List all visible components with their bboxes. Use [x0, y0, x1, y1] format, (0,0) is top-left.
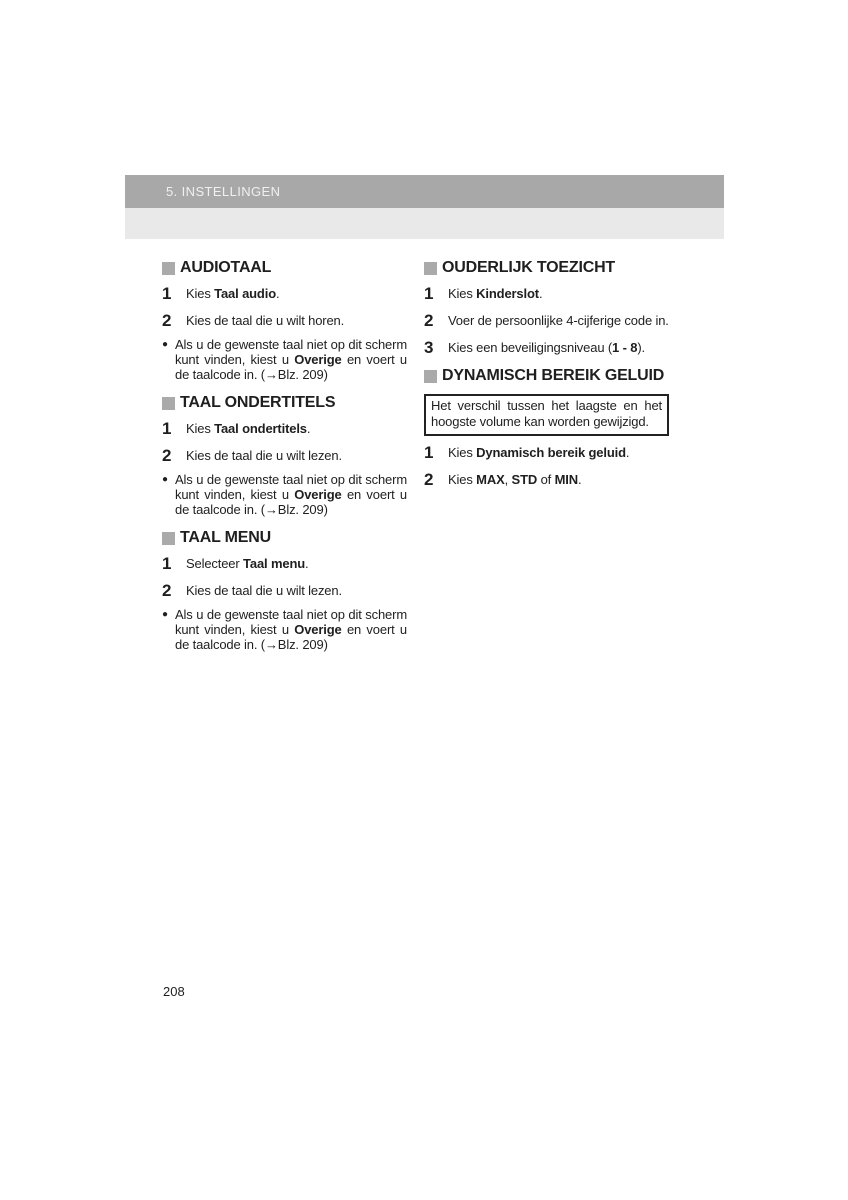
step-item: [424, 313, 669, 329]
text-segment: .: [625, 445, 630, 460]
section-title: [162, 259, 407, 277]
emphasis-text: Overige: [294, 622, 342, 637]
chapter-header-bar: [125, 175, 724, 208]
emphasis-text: Taal menu: [243, 556, 306, 571]
text-segment: Voer de persoonlijke 4-cijferige code in.: [448, 313, 669, 328]
step-number: 3: [424, 338, 434, 357]
note-item: [162, 607, 407, 652]
callout-box: [424, 394, 669, 436]
text-segment: Selecteer: [186, 556, 244, 571]
emphasis-text: MIN: [554, 472, 578, 487]
step-item: [424, 340, 669, 356]
note-text: [175, 472, 407, 517]
column-left: [162, 259, 407, 664]
section-marker-icon: [162, 262, 175, 275]
text-segment: Als u de gewenste taal niet op dit scherm kunt vinden, kiest u: [175, 472, 407, 502]
step-number: 2: [162, 311, 172, 330]
text-segment: Het verschil tussen het laagste en het hoogste volume kan worden gewijzigd.: [431, 398, 662, 429]
step-text: [448, 340, 669, 356]
bullet-icon: ●: [162, 339, 169, 350]
text-segment: Als u de gewenste taal niet op dit scherm kunt vinden, kiest u: [175, 337, 407, 367]
text-segment: .: [275, 286, 280, 301]
step-text: [186, 421, 407, 437]
page-content: [162, 259, 669, 664]
step-text: [448, 286, 669, 302]
note-text: [175, 607, 407, 652]
section-marker-icon: [424, 370, 437, 383]
text-segment: .: [538, 286, 543, 301]
note-item: [162, 472, 407, 517]
step-text: [186, 313, 407, 329]
section-title: [424, 367, 669, 385]
section: [162, 394, 407, 517]
note-item: [162, 337, 407, 382]
section-title-text: TAAL ONDERTITELS: [180, 394, 336, 411]
text-segment: en voert u de taalcode in. (→Blz. 209): [175, 352, 407, 382]
step-text: [448, 445, 669, 461]
step-number: 1: [424, 284, 434, 303]
step-item: [162, 448, 407, 464]
emphasis-text: 1 - 8: [612, 340, 638, 355]
text-segment: .: [305, 556, 309, 571]
section-marker-icon: [424, 262, 437, 275]
step-number: 2: [424, 470, 434, 489]
section-marker-icon: [162, 532, 175, 545]
text-segment: Kies de taal die u wilt lezen.: [186, 448, 342, 463]
text-segment: en voert u de taalcode in. (→Blz. 209): [175, 622, 407, 652]
bullet-icon: ●: [162, 609, 169, 620]
text-segment: of: [537, 472, 555, 487]
section-title: [162, 394, 407, 412]
text-segment: Kies de taal die u wilt horen.: [186, 313, 345, 328]
step-item: [424, 445, 669, 461]
text-segment: Kies: [448, 286, 477, 301]
step-text: [186, 556, 407, 572]
step-number: 1: [162, 284, 172, 303]
text-segment: en voert u de taalcode in. (→Blz. 209): [175, 487, 407, 517]
emphasis-text: Dynamisch bereik geluid: [476, 445, 626, 460]
section-title: [162, 529, 407, 547]
text-segment: Kies: [186, 286, 215, 301]
text-segment: Kies: [448, 472, 477, 487]
emphasis-text: Taal audio: [214, 286, 276, 301]
text-segment: Kies: [448, 445, 477, 460]
text-segment: .: [577, 472, 582, 487]
section: [424, 259, 669, 356]
emphasis-text: Overige: [294, 487, 342, 502]
step-number: 1: [162, 419, 172, 438]
step-text: [448, 313, 669, 329]
step-text: [186, 286, 407, 302]
step-number: 2: [424, 311, 434, 330]
emphasis-text: MAX: [476, 472, 505, 487]
step-number: 1: [424, 443, 434, 462]
text-segment: Als u de gewenste taal niet op dit scherm kunt vinden, kiest u: [175, 607, 407, 637]
text-segment: ,: [504, 472, 512, 487]
text-segment: Kies de taal die u wilt lezen.: [186, 583, 342, 598]
text-segment: .: [306, 421, 311, 436]
note-text: [175, 337, 407, 382]
text-segment: Kies een beveiligingsniveau (: [448, 340, 613, 355]
step-text: [448, 472, 669, 488]
chapter-title: 5. INSTELLINGEN: [166, 184, 281, 199]
step-number: 1: [162, 554, 172, 573]
step-number: 2: [162, 581, 172, 600]
step-item: [162, 421, 407, 437]
step-text: [186, 583, 407, 599]
emphasis-text: Overige: [294, 352, 342, 367]
text-segment: Kies: [186, 421, 215, 436]
column-right: [424, 259, 669, 664]
section-title: [424, 259, 669, 277]
step-item: [162, 556, 407, 572]
section-marker-icon: [162, 397, 175, 410]
emphasis-text: STD: [511, 472, 538, 487]
page-number: 208: [163, 984, 185, 999]
emphasis-text: Taal ondertitels: [214, 421, 307, 436]
section-title-text: TAAL MENU: [180, 529, 271, 546]
step-item: [162, 286, 407, 302]
section: [162, 259, 407, 382]
section: [424, 367, 669, 488]
text-segment: ).: [637, 340, 645, 355]
bullet-icon: ●: [162, 474, 169, 485]
section-title-text: OUDERLIJK TOEZICHT: [442, 259, 616, 276]
step-item: [424, 472, 669, 488]
step-number: 2: [162, 446, 172, 465]
subheader-bar: [125, 208, 724, 239]
step-text: [186, 448, 407, 464]
section: [162, 529, 407, 652]
step-item: [162, 583, 407, 599]
emphasis-text: Kinderslot: [476, 286, 539, 301]
step-item: [424, 286, 669, 302]
section-title-text: DYNAMISCH BEREIK GELUID: [442, 367, 665, 384]
section-title-text: AUDIOTAAL: [180, 259, 272, 276]
step-item: [162, 313, 407, 329]
